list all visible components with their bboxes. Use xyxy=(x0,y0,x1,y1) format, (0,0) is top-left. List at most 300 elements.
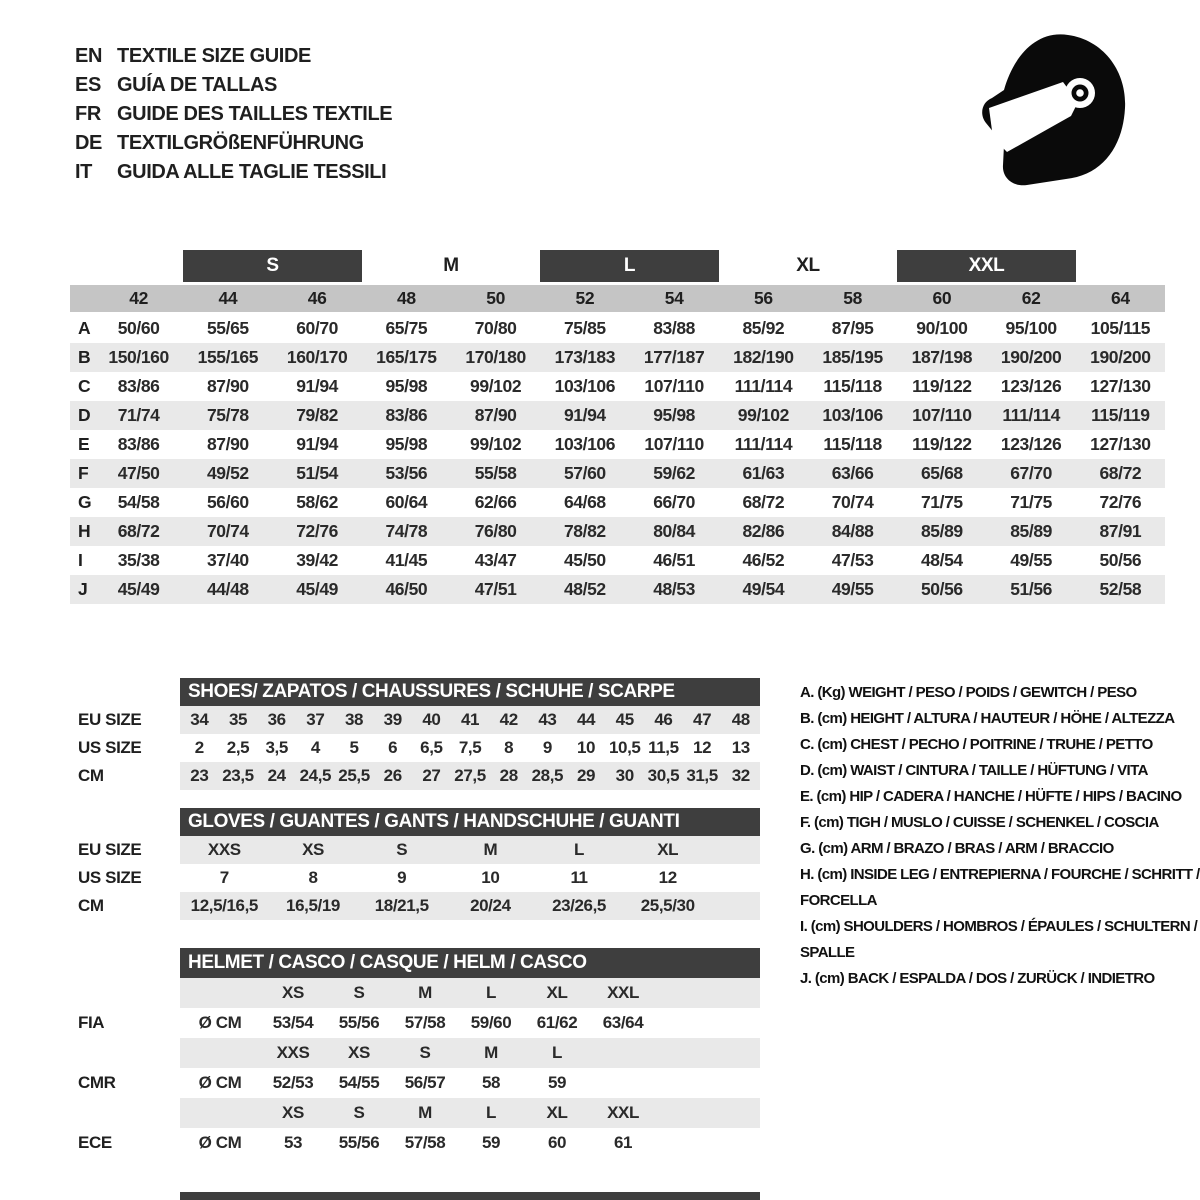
measure-cell: 53/56 xyxy=(385,463,428,483)
row-letter: G xyxy=(78,492,92,512)
measure-cell: 127/130 xyxy=(1090,434,1151,454)
measure-row xyxy=(70,372,1165,401)
sub-row xyxy=(70,892,770,920)
value-cell: 10 xyxy=(577,738,596,757)
measure-cell: 37/40 xyxy=(206,550,249,570)
measure-cell: 95/100 xyxy=(1005,318,1057,338)
measure-cell: 46/50 xyxy=(385,579,428,599)
measure-cell: 65/75 xyxy=(385,318,428,338)
row-label: EU SIZE xyxy=(78,840,142,859)
size-group-header xyxy=(70,250,1165,282)
value-band xyxy=(180,1128,760,1158)
value-cell: 54/55 xyxy=(338,1073,380,1092)
size-group-l: L xyxy=(540,250,719,282)
measure-cell: 35/38 xyxy=(117,550,160,570)
measure-cell: 115/118 xyxy=(823,376,882,396)
measure-cell: 46/51 xyxy=(653,550,696,570)
legend-item: E. (cm) HIP / CADERA / HANCHE / HÜFTE / HIPS / BACINO xyxy=(800,788,1182,805)
measure-cell: 68/72 xyxy=(1099,463,1142,483)
helmet-title: HELMET / CASCO / CASQUE / HELM / CASCO xyxy=(180,948,760,978)
size-number: 62 xyxy=(1021,288,1041,308)
helmet-rows xyxy=(70,978,770,1158)
value-cell: 31,5 xyxy=(686,766,718,785)
measure-cell: 63/66 xyxy=(831,463,874,483)
value-cell: 48 xyxy=(731,710,750,729)
measure-cell: 99/102 xyxy=(470,434,522,454)
value-cell: 63/64 xyxy=(602,1013,644,1032)
helmet-value-row xyxy=(70,1128,770,1158)
value-cell: 59 xyxy=(481,1133,501,1152)
value-cell: 2,5 xyxy=(226,738,250,757)
measure-cell: 111/114 xyxy=(1002,405,1060,425)
size-cell: L xyxy=(486,983,496,1002)
value-cell: 6,5 xyxy=(420,738,443,757)
row-label: CM xyxy=(78,896,104,915)
language-title: TEXTILE SIZE GUIDE xyxy=(117,45,311,67)
size-cell: XS xyxy=(348,1043,370,1062)
size-number: 46 xyxy=(307,288,327,308)
measure-cell: 150/160 xyxy=(108,347,169,367)
measure-cell: 48/54 xyxy=(920,550,963,570)
standard-label: CMR xyxy=(78,1073,116,1092)
sub-row xyxy=(70,864,770,892)
measure-cell: 127/130 xyxy=(1090,376,1151,396)
shoes-table xyxy=(70,678,770,790)
legend-item: I. (cm) SHOULDERS / HOMBROS / ÉPAULES / SCHULTERN / SPALLE xyxy=(800,918,1198,961)
helmet-table xyxy=(70,948,770,1158)
legend-item: C. (cm) CHEST / PECHO / POITRINE / TRUHE / PETTO xyxy=(800,736,1153,753)
value-cell: 9 xyxy=(542,738,552,757)
measure-cell: 87/91 xyxy=(1099,521,1142,541)
value-cell: 52/53 xyxy=(272,1073,314,1092)
measure-cell: 50/56 xyxy=(1099,550,1142,570)
value-cell: 29 xyxy=(577,766,596,785)
value-cell: L xyxy=(574,840,585,859)
sub-row xyxy=(70,706,770,734)
value-cell: 47 xyxy=(693,710,712,729)
size-number: 60 xyxy=(932,288,952,308)
value-cell: 55/56 xyxy=(338,1133,380,1152)
row-letter: C xyxy=(78,376,91,396)
size-number: 48 xyxy=(397,288,416,308)
measure-cell: 173/183 xyxy=(554,347,616,367)
measure-cell: 71/74 xyxy=(117,405,160,425)
measure-cell: 91/94 xyxy=(563,405,606,425)
shoes-title: SHOES/ ZAPATOS / CHAUSSURES / SCHUHE / SCARPE xyxy=(180,678,760,706)
measure-cell: 87/90 xyxy=(474,405,517,425)
language-row xyxy=(75,158,392,187)
measure-cell: 58/62 xyxy=(296,492,339,512)
size-cell: M xyxy=(418,983,432,1002)
measure-cell: 47/53 xyxy=(831,550,874,570)
measure-cell: 103/106 xyxy=(822,405,883,425)
language-code: ES xyxy=(75,74,101,96)
measure-cell: 119/122 xyxy=(912,376,972,396)
language-title: TEXTILGRÖßENFÜHRUNG xyxy=(117,132,364,154)
measure-cell: 48/53 xyxy=(653,579,696,599)
measure-cell: 115/119 xyxy=(1091,405,1150,425)
value-cell: 7,5 xyxy=(458,738,482,757)
measurement-legend xyxy=(800,680,1200,992)
gloves-table xyxy=(70,808,770,920)
value-cell: 57/58 xyxy=(404,1133,446,1152)
size-group-xl: XL xyxy=(796,255,820,276)
measure-cell: 83/86 xyxy=(117,434,160,454)
value-cell: 53 xyxy=(283,1133,303,1152)
value-cell: M xyxy=(483,840,498,859)
measure-cell: 68/72 xyxy=(742,492,785,512)
value-cell: 56/57 xyxy=(404,1073,446,1092)
size-number: 42 xyxy=(129,288,148,308)
measure-row xyxy=(70,488,1165,517)
measure-cell: 87/90 xyxy=(206,434,249,454)
measure-cell: 85/89 xyxy=(920,521,963,541)
size-cell: XXL xyxy=(607,1103,639,1122)
measure-cell: 56/60 xyxy=(206,492,249,512)
measure-cell: 66/70 xyxy=(653,492,696,512)
size-number: 50 xyxy=(486,288,505,308)
measure-cell: 61/63 xyxy=(742,463,785,483)
textile-rows xyxy=(70,314,1165,604)
legend-item: G. (cm) ARM / BRAZO / BRAS / ARM / BRACCIO xyxy=(800,840,1114,857)
measure-cell: 51/56 xyxy=(1010,579,1053,599)
measure-cell: 155/165 xyxy=(197,347,259,367)
standard-label: FIA xyxy=(78,1013,105,1032)
value-cell: 23 xyxy=(190,766,209,785)
size-cell: XXS xyxy=(276,1043,310,1062)
measure-cell: 76/80 xyxy=(474,521,517,541)
gloves-title: GLOVES / GUANTES / GANTS / HANDSCHUHE / GUANTI xyxy=(180,808,760,836)
value-cell: 13 xyxy=(731,738,750,757)
value-cell: 40 xyxy=(422,710,441,729)
row-letter: D xyxy=(78,405,91,425)
measure-cell: 71/75 xyxy=(920,492,963,512)
size-group-m: M xyxy=(443,255,459,276)
row-letter: E xyxy=(78,434,90,454)
measure-cell: 107/110 xyxy=(912,405,972,425)
measure-cell: 39/42 xyxy=(296,550,339,570)
value-band xyxy=(180,734,760,762)
value-cell: XL xyxy=(657,840,679,859)
measure-cell: 111/114 xyxy=(734,434,793,454)
measure-cell: 48/52 xyxy=(563,579,606,599)
legend-item: D. (cm) WAIST / CINTURA / TAILLE / HÜFTUNG / VITA xyxy=(800,762,1148,779)
value-cell: 61 xyxy=(613,1133,633,1152)
measure-cell: 99/102 xyxy=(470,376,522,396)
measure-cell: 83/86 xyxy=(385,405,428,425)
size-cell: S xyxy=(353,1103,365,1122)
measure-cell: 45/50 xyxy=(563,550,606,570)
row-label: US SIZE xyxy=(78,868,142,887)
value-cell: 32 xyxy=(731,766,750,785)
value-band xyxy=(180,1068,760,1098)
value-cell: XXS xyxy=(207,840,241,859)
legend-item: J. (cm) BACK / ESPALDA / DOS / ZURÜCK / INDIETRO xyxy=(800,970,1155,987)
row-letter: J xyxy=(78,579,88,599)
measure-row xyxy=(70,343,1165,372)
measure-cell: 70/80 xyxy=(474,318,517,338)
value-cell: 28 xyxy=(499,766,518,785)
size-cell: XS xyxy=(282,983,304,1002)
value-cell: 36 xyxy=(267,710,286,729)
size-cell: XXL xyxy=(607,983,639,1002)
measure-cell: 91/94 xyxy=(296,376,339,396)
measure-cell: 85/92 xyxy=(742,318,785,338)
language-row xyxy=(75,129,392,158)
unit-cell: Ø CM xyxy=(198,1073,242,1092)
legend-item: F. (cm) TIGH / MUSLO / CUISSE / SCHENKEL / COSCIA xyxy=(800,814,1159,831)
measure-cell: 70/74 xyxy=(831,492,874,512)
value-band xyxy=(180,864,760,892)
language-title: GUIDA ALLE TAGLIE TESSILI xyxy=(117,161,387,183)
measure-row xyxy=(70,517,1165,546)
measure-cell: 46/52 xyxy=(742,550,785,570)
value-cell: 53/54 xyxy=(272,1013,314,1032)
measure-cell: 71/75 xyxy=(1010,492,1053,512)
size-cell: L xyxy=(552,1043,562,1062)
value-cell: 44 xyxy=(577,710,596,729)
measure-cell: 107/110 xyxy=(644,376,704,396)
language-row xyxy=(75,71,392,100)
measure-cell: 47/51 xyxy=(474,579,517,599)
measure-row xyxy=(70,575,1165,604)
sub-row xyxy=(70,762,770,790)
value-cell: 16,5/19 xyxy=(286,896,340,915)
helmet-size-row xyxy=(70,1038,770,1068)
measure-cell: 103/106 xyxy=(554,434,616,454)
value-cell: XS xyxy=(302,840,324,859)
measure-cell: 123/126 xyxy=(1000,434,1062,454)
value-cell: 35 xyxy=(228,710,248,729)
standard-label: ECE xyxy=(78,1133,112,1152)
size-cell: M xyxy=(418,1103,432,1122)
value-cell: 27,5 xyxy=(454,766,486,785)
size-cell: M xyxy=(484,1043,498,1062)
measure-cell: 80/84 xyxy=(653,521,696,541)
value-cell: 55/56 xyxy=(338,1013,380,1032)
size-number: 64 xyxy=(1111,288,1130,308)
value-cell: 59/60 xyxy=(470,1013,512,1032)
sub-row xyxy=(70,734,770,762)
value-cell: 8 xyxy=(308,868,318,887)
measure-cell: 99/102 xyxy=(737,405,789,425)
size-number-row xyxy=(70,285,1165,312)
size-cell: XL xyxy=(546,1103,568,1122)
value-cell: 25,5/30 xyxy=(640,896,695,915)
measure-cell: 87/95 xyxy=(831,318,874,338)
value-cell: 12,5/16,5 xyxy=(190,896,258,915)
measure-cell: 187/198 xyxy=(911,347,973,367)
unit-cell: Ø CM xyxy=(198,1133,242,1152)
measure-cell: 45/49 xyxy=(117,579,160,599)
value-cell: 60 xyxy=(547,1133,567,1152)
shoes-rows xyxy=(70,706,770,790)
size-number: 58 xyxy=(843,288,862,308)
row-label: CM xyxy=(78,766,104,785)
value-cell: 34 xyxy=(190,710,209,729)
measure-cell: 55/58 xyxy=(474,463,517,483)
value-cell: 24,5 xyxy=(299,766,332,785)
value-cell: 9 xyxy=(397,868,407,887)
measure-cell: 72/76 xyxy=(1099,492,1142,512)
value-cell: 11 xyxy=(570,868,588,887)
value-band xyxy=(180,836,760,864)
language-code: DE xyxy=(75,132,102,154)
value-cell: 25,5 xyxy=(338,766,370,785)
language-code: FR xyxy=(75,103,101,125)
measure-cell: 51/54 xyxy=(296,463,339,483)
value-cell: 30,5 xyxy=(647,766,680,785)
size-number: 44 xyxy=(218,288,238,308)
helmet-value-row xyxy=(70,1068,770,1098)
row-letter: I xyxy=(78,550,83,570)
measure-cell: 52/58 xyxy=(1099,579,1142,599)
racing-helmet-icon xyxy=(975,28,1135,198)
measure-cell: 103/106 xyxy=(554,376,616,396)
measure-cell: 45/49 xyxy=(296,579,339,599)
value-cell: 2 xyxy=(194,738,204,757)
measure-cell: 90/100 xyxy=(916,318,968,338)
language-code: IT xyxy=(75,161,92,183)
measure-cell: 82/86 xyxy=(742,521,785,541)
value-band xyxy=(180,706,760,734)
measure-cell: 50/60 xyxy=(117,318,160,338)
value-cell: 8 xyxy=(504,738,514,757)
measure-cell: 105/115 xyxy=(1090,318,1151,338)
language-code: EN xyxy=(75,45,102,67)
measure-cell: 65/68 xyxy=(920,463,963,483)
value-cell: 24 xyxy=(267,766,286,785)
measure-cell: 85/89 xyxy=(1010,521,1053,541)
measure-row xyxy=(70,459,1165,488)
gloves-rows xyxy=(70,836,770,920)
language-row xyxy=(75,42,392,71)
value-cell: 4 xyxy=(310,738,320,757)
language-title: GUIDE DES TAILLES TEXTILE xyxy=(117,103,393,125)
language-row xyxy=(75,100,392,129)
value-cell: 5 xyxy=(349,738,359,757)
value-cell: 38 xyxy=(344,710,364,729)
measure-cell: 74/78 xyxy=(385,521,428,541)
value-cell: S xyxy=(396,840,408,859)
measure-cell: 190/200 xyxy=(1000,347,1062,367)
value-band xyxy=(180,1008,760,1038)
row-letter: B xyxy=(78,347,91,367)
measure-cell: 49/55 xyxy=(1010,550,1053,570)
value-cell: 27 xyxy=(422,766,441,785)
value-cell: 23/26,5 xyxy=(552,896,606,915)
sub-row xyxy=(70,836,770,864)
size-number: 56 xyxy=(754,288,773,308)
value-cell: 3,5 xyxy=(265,738,288,757)
measure-cell: 78/82 xyxy=(563,521,606,541)
measure-row xyxy=(70,546,1165,575)
measure-cell: 182/190 xyxy=(733,347,794,367)
measure-cell: 47/50 xyxy=(117,463,160,483)
measure-cell: 75/85 xyxy=(563,318,606,338)
legend-item: B. (cm) HEIGHT / ALTURA / HAUTEUR / HÖHE / ALTEZZA xyxy=(800,710,1175,727)
value-cell: 41 xyxy=(460,710,480,729)
row-label: US SIZE xyxy=(78,738,142,757)
measure-cell: 49/52 xyxy=(206,463,249,483)
measure-cell: 177/187 xyxy=(643,347,705,367)
measure-cell: 54/58 xyxy=(117,492,160,512)
measure-cell: 43/47 xyxy=(474,550,517,570)
size-cell: XS xyxy=(282,1103,304,1122)
measure-cell: 123/126 xyxy=(1000,376,1062,396)
size-group-s: S xyxy=(183,250,362,282)
measure-cell: 49/55 xyxy=(831,579,874,599)
helmet-size-row xyxy=(70,1098,770,1128)
value-cell: 18/21,5 xyxy=(374,896,429,915)
measure-cell: 84/88 xyxy=(831,521,874,541)
value-cell: 61/62 xyxy=(536,1013,578,1032)
measure-cell: 95/98 xyxy=(385,376,428,396)
size-number: 54 xyxy=(664,288,684,308)
measure-cell: 83/88 xyxy=(653,318,696,338)
value-cell: 23,5 xyxy=(222,766,254,785)
measure-cell: 190/200 xyxy=(1090,347,1151,367)
size-cell: S xyxy=(353,983,365,1002)
measure-cell: 95/98 xyxy=(653,405,696,425)
measure-cell: 160/170 xyxy=(286,347,348,367)
row-letter: F xyxy=(78,463,89,483)
measure-cell: 41/45 xyxy=(385,550,428,570)
measure-cell: 119/122 xyxy=(912,434,972,454)
measure-cell: 44/48 xyxy=(206,579,249,599)
textile-size-table xyxy=(70,250,1165,604)
measure-cell: 67/70 xyxy=(1010,463,1053,483)
measure-row xyxy=(70,314,1165,343)
measure-cell: 70/74 xyxy=(206,521,249,541)
measure-row xyxy=(70,430,1165,459)
measure-cell: 57/60 xyxy=(563,463,606,483)
value-cell: 12 xyxy=(658,868,677,887)
value-cell: 39 xyxy=(383,710,402,729)
size-band xyxy=(180,978,760,1008)
value-cell: 43 xyxy=(538,710,557,729)
size-cell: L xyxy=(486,1103,496,1122)
measure-row xyxy=(70,401,1165,430)
helmet-size-row xyxy=(70,978,770,1008)
measure-cell: 111/114 xyxy=(734,376,793,396)
value-band xyxy=(180,762,760,790)
size-cell: S xyxy=(419,1043,431,1062)
row-label: EU SIZE xyxy=(78,710,142,729)
size-group-xxl: XXL xyxy=(897,250,1076,282)
value-cell: 37 xyxy=(306,710,325,729)
measure-cell: 185/195 xyxy=(822,347,883,367)
value-cell: 46 xyxy=(654,710,673,729)
measure-cell: 60/70 xyxy=(296,318,339,338)
row-letter: A xyxy=(78,318,91,338)
row-letter: H xyxy=(78,521,91,541)
measure-cell: 95/98 xyxy=(385,434,428,454)
value-cell: 59 xyxy=(547,1073,567,1092)
measure-cell: 115/118 xyxy=(823,434,882,454)
legend-item: A. (Kg) WEIGHT / PESO / POIDS / GEWITCH / PESO xyxy=(800,684,1137,701)
measure-cell: 165/175 xyxy=(376,347,437,367)
value-cell: 57/58 xyxy=(404,1013,446,1032)
value-cell: 28,5 xyxy=(531,766,564,785)
size-band xyxy=(180,1098,760,1128)
measure-cell: 75/78 xyxy=(206,405,249,425)
value-cell: 10,5 xyxy=(608,738,641,757)
cropped-section-bar xyxy=(180,1192,760,1200)
value-cell: 12 xyxy=(693,738,712,757)
size-band xyxy=(180,1038,760,1068)
size-number: 52 xyxy=(575,288,595,308)
